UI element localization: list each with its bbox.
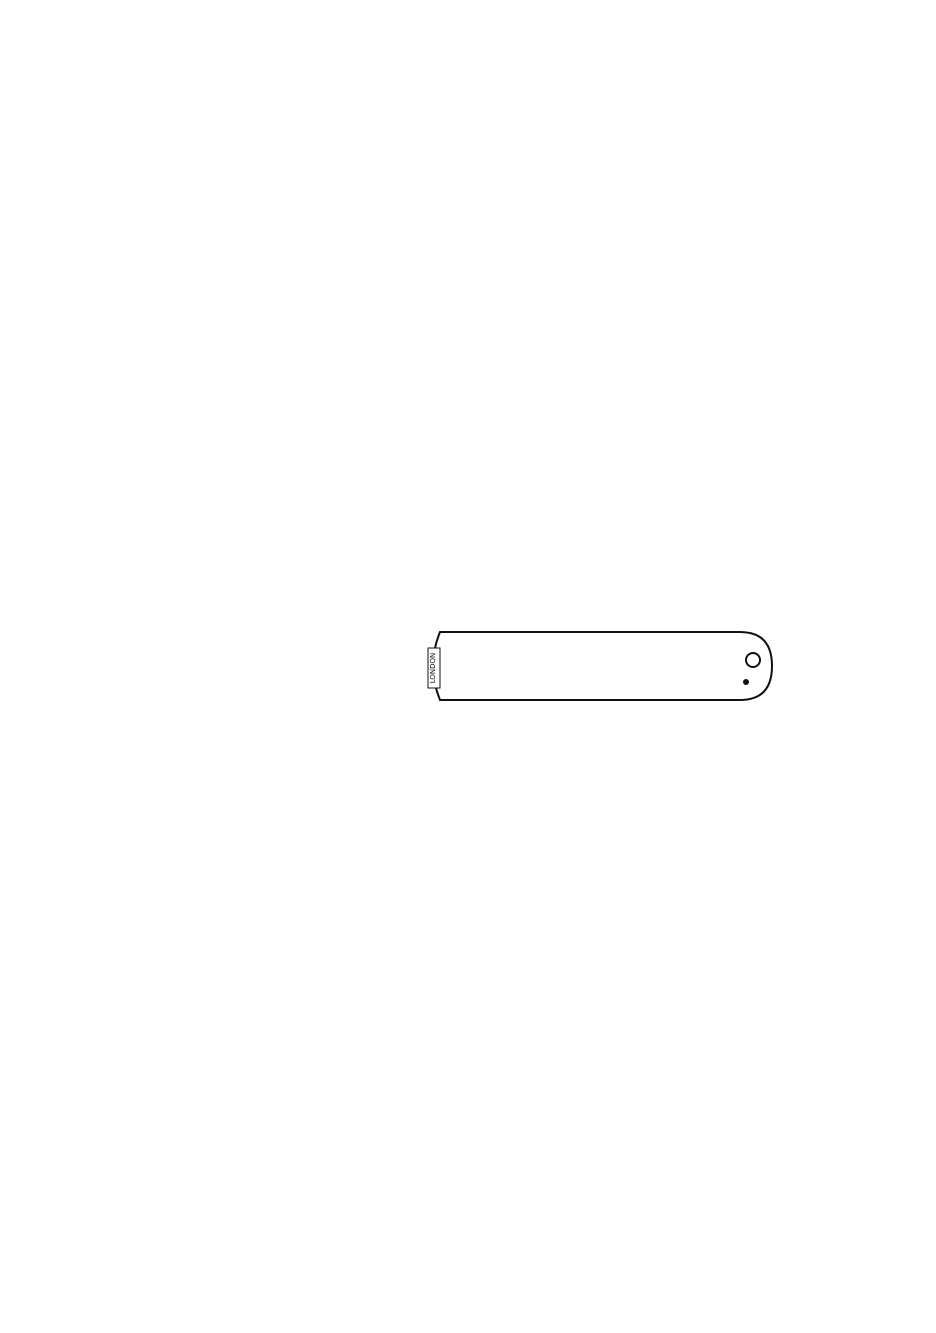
text-line (130, 264, 810, 291)
text-line (130, 344, 810, 371)
text-line (130, 610, 388, 637)
text-line (130, 530, 388, 557)
text-line (130, 1135, 810, 1162)
text-line (130, 199, 810, 226)
text-line (130, 226, 810, 253)
text-line (130, 769, 810, 796)
text-line (130, 173, 810, 200)
text-line (130, 1042, 810, 1069)
text-line (130, 962, 810, 989)
text-line (130, 557, 388, 584)
text-line (130, 796, 810, 823)
text-line (130, 503, 388, 530)
text-line (130, 146, 810, 173)
text-line (130, 583, 388, 610)
svg-text:LONDON: LONDON (429, 652, 437, 684)
paragraph-bar-iron (130, 146, 810, 252)
text-line (130, 477, 388, 504)
paragraph-wire-iron (130, 882, 810, 1095)
text-line (130, 690, 388, 717)
text-line (130, 1068, 810, 1095)
text-line (130, 822, 810, 849)
text-line (130, 424, 810, 451)
text-line (130, 663, 388, 690)
text-line (130, 1015, 810, 1042)
text-line (130, 1108, 810, 1135)
paragraph-shaped-iron (130, 1108, 810, 1188)
figure-wire-gauges (420, 490, 790, 740)
text-line (130, 397, 810, 424)
text-line (130, 909, 810, 936)
flat-gauge-plate-icon (428, 632, 772, 700)
text-line (130, 1161, 810, 1188)
text-line (130, 935, 810, 962)
text-line (130, 370, 810, 397)
text-line (130, 291, 810, 318)
text-line (130, 988, 810, 1015)
text-line (130, 743, 810, 770)
text-line (130, 317, 810, 344)
text-line (130, 882, 810, 909)
text-line (130, 636, 388, 663)
text-line (130, 450, 388, 477)
